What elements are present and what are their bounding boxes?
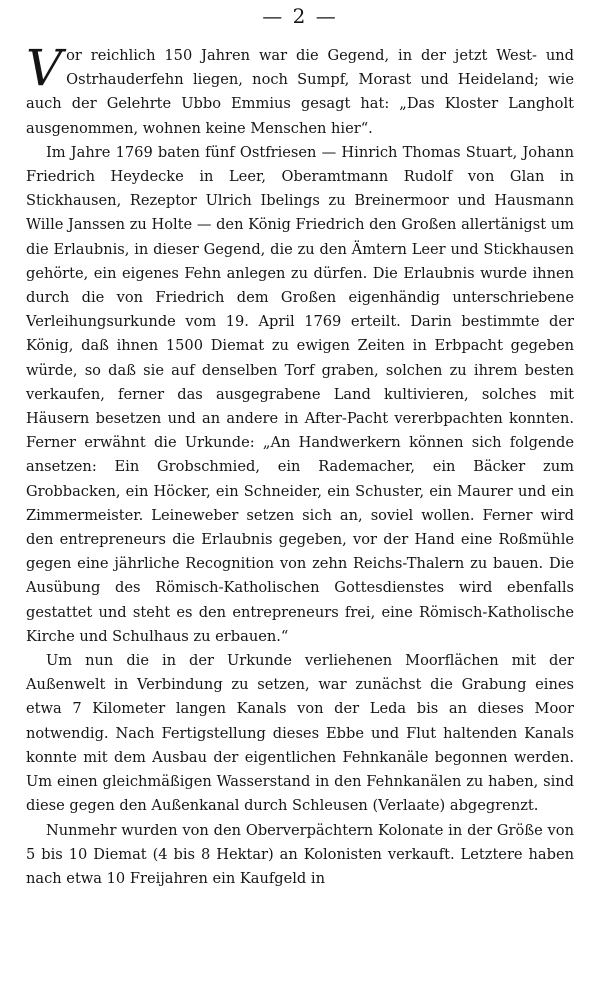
paragraph-3: Um nun die in der Urkunde verliehenen Moorflächen mit der Außenwelt in Verbindung zu setzen, war zunächst die Grabung eines etwa 7 Kilometer langen Kanals von der Leda bis an dieses Moor notwendig. Nach Fertigstellung dieses Ebbe und Flut haltenden Kanals konnte mit dem Ausbau der eigentlichen Fehnkanäle begonnen werden. Um einen gleichmäßigen Wasserstand in den Fehnkanälen zu haben, sind diese gegen den Außenkanal durch Schleusen (Verlaate) abgegrenzt. — [26, 652, 574, 815]
paragraph-1 — [26, 39, 574, 141]
page-number: — 2 — — [262, 4, 338, 28]
paragraph-1-text: or reichlich 150 Jahren war die Gegend, in der jetzt West- und Ostrhauderfehn liegen, noch Sumpf, Morast und Heideland; wie auch der Gelehrte Ubbo Emmius gesagt hat: „Das Kloster Langholt ausgenommen, wohnen keine Menschen hier“. — [26, 47, 574, 137]
paragraph-2: Im Jahre 1769 baten fünf Ostfriesen — Hinrich Thomas Stuart, Johann Friedrich Heydecke in Leer, Oberamtmann Rudolf von Glan in Stickhausen, Rezeptor Ulrich Ibelings zu Breinermoor und Hausmann Wille Janssen zu Holte — den König Friedrich den Großen allertänigst um die Erlaubnis, in dieser Gegend, die zu den Ämtern Leer und Stickhausen gehörte, ein eigenes Fehn anlegen zu dürfen. Die Erlaubnis wurde ihnen durch die von Friedrich dem Großen eigenhändig unterschriebene Verleihungsurkunde vom 19. April 1769 erteilt. Darin bestimmte der König, daß ihnen 1500 Diemat zu ewigen Zeiten in Erbpacht gegeben würde, so daß sie auf denselben Torf graben, solchen zu ihrem besten verkaufen, ferner das ausgegrabene Land kultivieren, solches mit Häusern besetzen und an andere in After-Pacht vererbpachten konnten. Ferner erwähnt die Urkunde: „An Handwerkern können sich folgende ansetzen: Ein Grobschmied, ein Rademacher, ein Bäcker zum Grobbacken, ein Höcker, ein Schneider, ein Schuster, ein Maurer und ein Zimmermeister. Leineweber setzen sich an, soviel wollen. Ferner wird den entrepreneurs die Erlaubnis gegeben, vor der Hand eine Roßmühle gegen eine jährliche Recognition von zehn Reichs-Thalern zu bauen. Die Ausübung des Römisch-Katholischen Gottesdienstes wird ebenfalls gestattet und steht es den entrepreneurs frei, eine Römisch-Katholische Kirche und Schulhaus zu erbauen.“ — [26, 143, 574, 645]
body-text — [26, 39, 574, 891]
paragraph-4: Nunmehr wurden von den Oberverpächtern Kolonate in der Größe von 5 bis 10 Diemat (4 bis 8 Hektar) an Kolonisten verkauft. Letztere haben nach etwa 10 Freijahren ein Kaufgeld in — [26, 821, 574, 887]
drop-cap: V — [26, 39, 63, 97]
